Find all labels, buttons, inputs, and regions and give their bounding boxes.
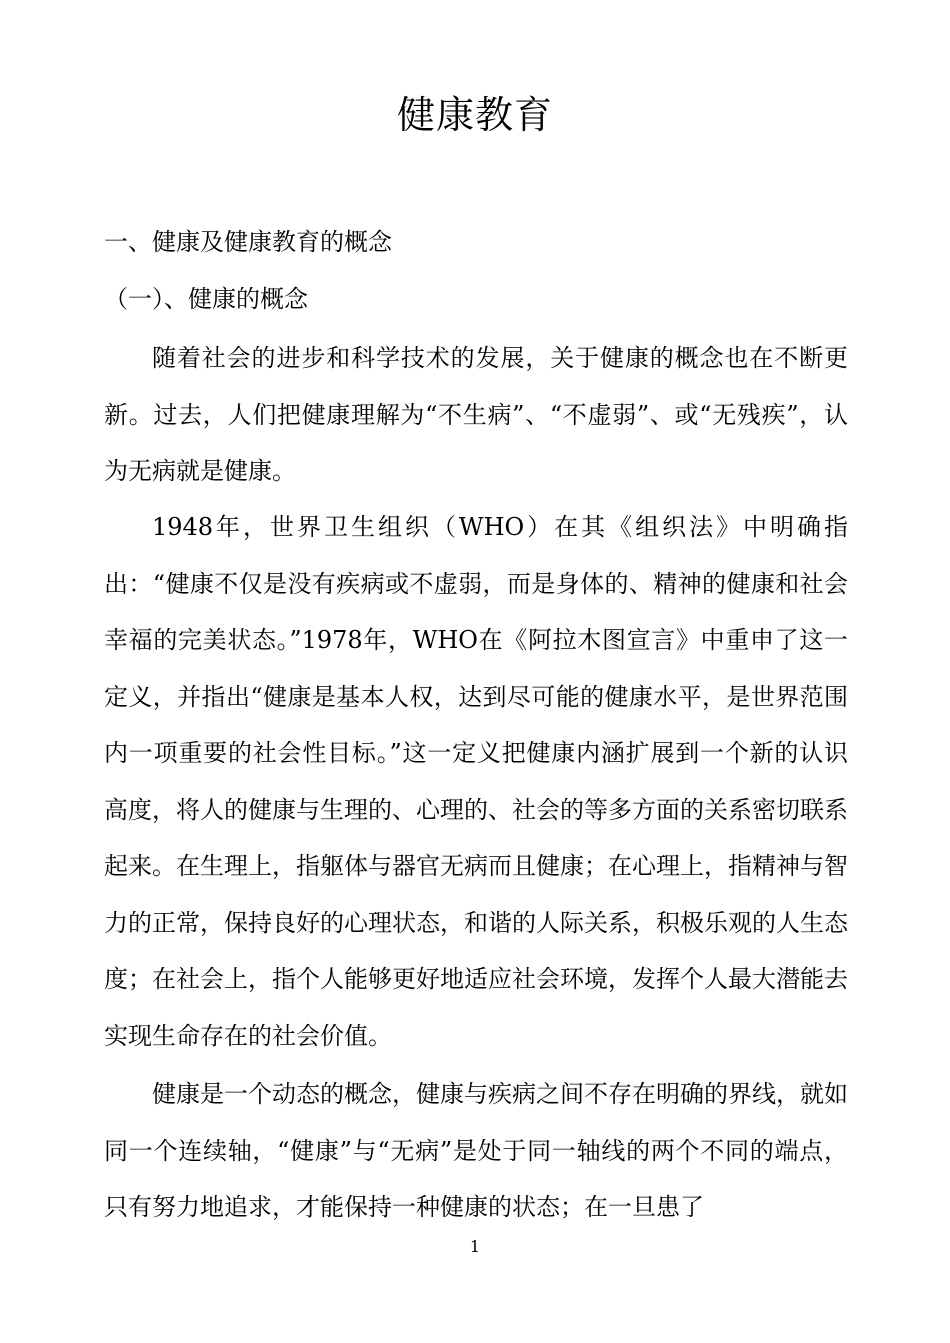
paragraph-3: 健康是一个动态的概念，健康与疾病之间不存在明确的界线，就如同一个连续轴，“健康”与“无病”是处于同一轴线的两个不同的端点，只有努力地追求，才能保持一种健康的状态；在一旦患了 [104,1080,848,1221]
paragraph-2: 1948年，世界卫生组织（WHO）在其《组织法》中明确指出：“健康不仅是没有疾病或不虚弱，而是身体的、精神的健康和社会幸福的完美状态。”1978年，WHO在《阿拉木图宣言》中重申了这一定义，并指出“健康是基本人权，达到尽可能的健康水平，是世界范围内一项重要的社会性目标。”这一定义把健康内涵扩展到一个新的认识高度，将人的健康与生理的、心理的、社会的等多方面的关系密切联系起来。在生理上，指躯体与器官无病而且健康；在心理上，指精神与智力的正常，保持良好的心理状态，和谐的人际关系，积极乐观的人生态度；在社会上，指个人能够更好地适应社会环境，发挥个人最大潜能去实现生命存在的社会价值。 [104,513,848,1050]
section-heading: 一、健康及健康教育的概念 [104,228,392,256]
paragraph-1: 随着社会的进步和科学技术的发展，关于健康的概念也在不断更新。过去，人们把健康理解为“不生病”、“不虚弱”、或“无残疾”，认为无病就是健康。 [104,344,848,485]
page-number: 1 [469,1237,481,1256]
subsection-heading: （一）、健康的概念 [104,285,308,313]
document-title: 健康教育 [396,93,553,137]
